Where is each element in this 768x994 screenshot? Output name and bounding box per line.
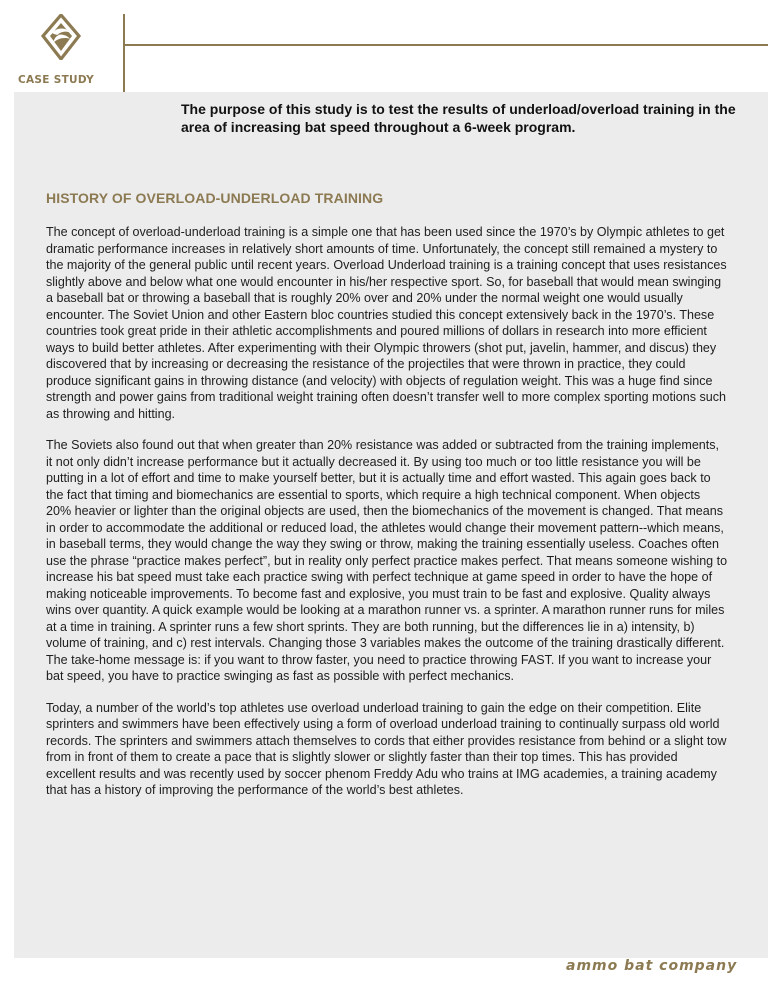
header-divider-vertical [123,14,125,92]
footer-brand: ammo bat company [566,958,738,974]
section-heading: HISTORY OF OVERLOAD-UNDERLOAD TRAINING [46,190,384,206]
logo [18,14,122,102]
paragraph: The Soviets also found out that when greater than 20% resistance was added or subtracted from the training implements, it not only didn’t increase performance but it actually decreased it. By using too much or too little resistance you will be putting in a lot of effort and time to make yourself better, but it is actually time and effort wasted. This again goes back to the fact that timing and biomechanics are essential to sports, which require a high technical component. When objects 20% heavier or lighter than the original objects are used, then the biomechanics of the movement is changed. That means in order to accommodate the additional or reduced load, the athletes would change their movement pattern--which means, in baseball terms, they would change the way they swing or throw, making the training essentially useless. Coaches often use the phrase “practice makes perfect”, but in reality only perfect practice makes perfect. That means someone wishing to increase his bat speed must take each practice swing with perfect technique at game speed in order to have the hope of making noticeable improvements. To become fast and explosive, you must train to be fast and explosive. Quality always wins over quantity. A quick example would be looking at a marathon runner vs. a sprinter. A marathon runner runs for miles at a time in training. A sprinter runs a few short sprints. They are both running, but the differences lie in a) intensity, b) volume of training, and c) rest intervals. Changing those 3 variables makes the outcome of the training drastically different. The take-home message is: if you want to throw faster, you need to practice throwing FAST. If you want to increase your bat speed, you have to practice swinging as fast as possible with perfect mechanics. [46,438,728,683]
case-study-label: CASE STUDY [18,74,95,86]
purpose-statement: The purpose of this study is to test the results of underload/overload training in the area of increasing bat speed throughout a 6-week program. [181,101,736,135]
body-text [46,224,728,814]
paragraph: The concept of overload-underload training is a simple one that has been used since the 1970’s by Olympic athletes to get dramatic performance increases in relatively short amounts of time. Unfortunately, the concept still remained a mystery to the majority of the general public until recent years. Overload Underload training is a training concept that uses resistances slightly above and below what one would encounter in his/her respective sport. So, for baseball that would mean swinging a baseball bat or throwing a baseball that is roughly 20% over and 20% under the normal weight one would usually encounter. The Soviet Union and other Eastern bloc countries studied this concept extensively back in the 1970’s. These countries took great pride in their athletic accomplishments and poured millions of dollars in research into more efficient ways to build better athletes. After experimenting with their Olympic throwers (shot put, javelin, hammer, and discus) they discovered that by increasing or decreasing the resistance of the projectiles that were thrown in practice, they could produce significant gains in throwing distance (and velocity) with objects of regulation weight. This was a huge find since strength and power gains from traditional weight training often doesn’t transfer well to more complex sporting motions such as throwing and hitting. [46,225,727,421]
paragraph: Today, a number of the world’s top athletes use overload underload training to gain the edge on their competition. Elite sprinters and swimmers have been effectively using a form of overload underload training to continually surpass old world records. The sprinters and swimmers attach themselves to cords that either provides resistance from behind or a slight tow from in front of them to create a pace that is slightly slower or slightly faster than their top times. This has provided excellent results and was recently used by soccer phenom Freddy Adu who trains at IMG academies, a training academy that has a history of improving the performance of the world’s best athletes. [46,700,727,797]
brand-shield-icon [41,14,81,60]
header-divider-horizontal [123,44,768,46]
